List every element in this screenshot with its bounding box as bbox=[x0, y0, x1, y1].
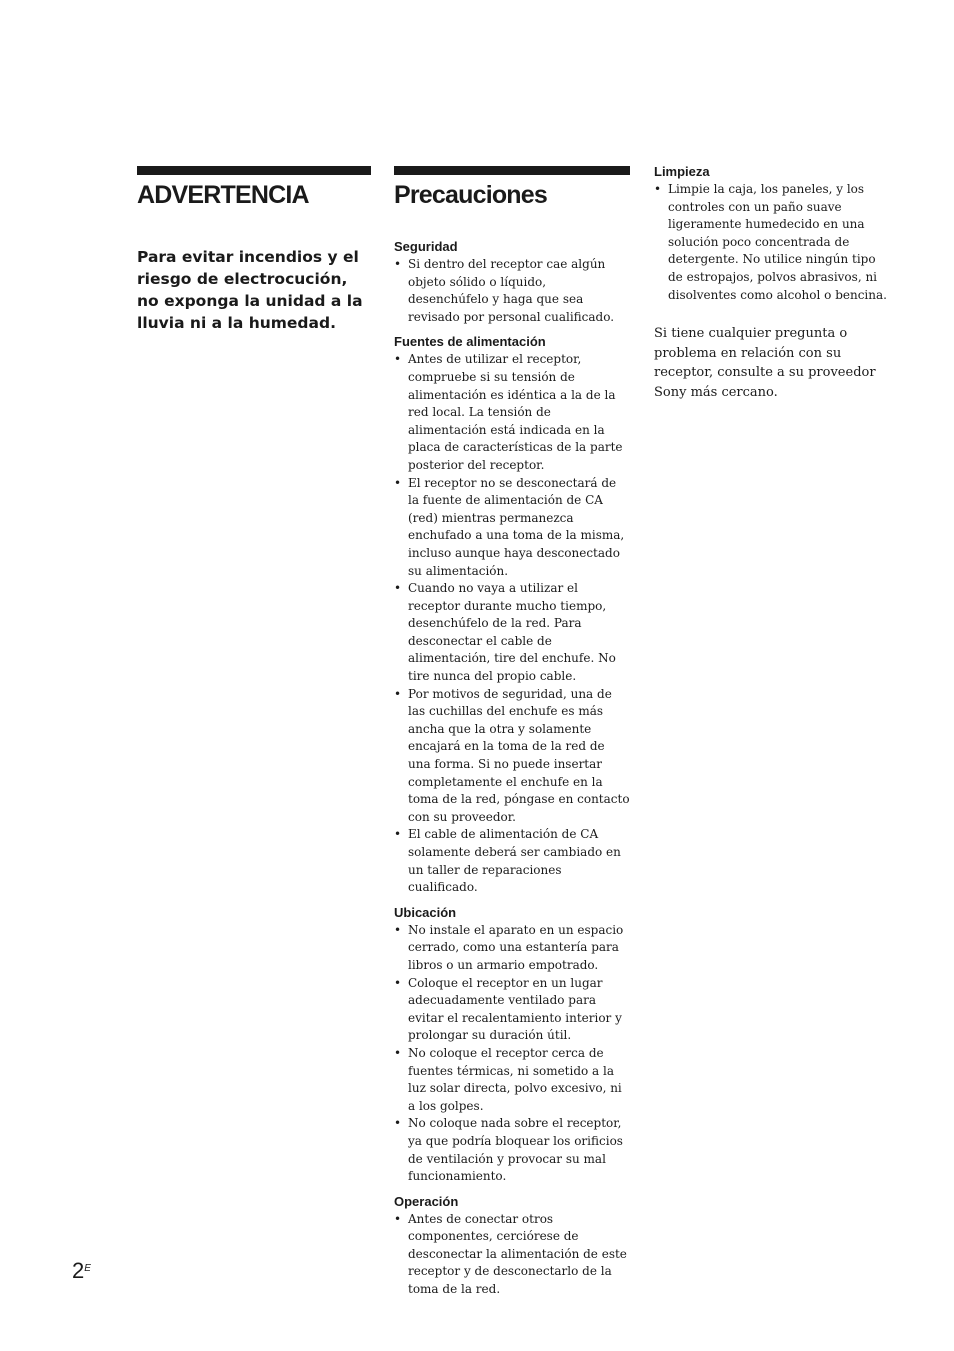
contact-note: Si tiene cualquier pregunta o problema en relación con su receptor, consulte a su proveedor Sony más cercano. bbox=[654, 326, 876, 400]
precauciones-heading: Precauciones bbox=[394, 181, 547, 209]
list-item: • No instale el aparato en un espacio cerrado, como una estantería para libros o un armario empotrado. bbox=[394, 922, 624, 972]
page-number-value: 2 bbox=[72, 1258, 85, 1283]
list-item: • Antes de utilizar el receptor, compruebe si su tensión de alimentación es idéntica a la de la red local. La tensión de alimentación está indicada en la placa de características de la parte posterior del receptor. bbox=[394, 352, 623, 472]
list-item: • El cable de alimentación de CA solamente deberá ser cambiado en un taller de reparaciones cualificado. bbox=[394, 827, 621, 895]
advertencia-heading: ADVERTENCIA bbox=[137, 181, 309, 209]
page-number bbox=[72, 1258, 91, 1284]
advertencia-warning-text: Para evitar incendios y el riesgo de electrocución, no exponga la unidad a la lluvia ni a la humedad. bbox=[137, 248, 363, 332]
list-item: • El receptor no se desconectará de la fuente de alimentación de CA (red) mientras permanezca enchufado a una toma de la misma, incluso aunque haya desconectado su alimentación. bbox=[394, 475, 625, 578]
section-seguridad bbox=[394, 238, 630, 326]
list-item: • Por motivos de seguridad, una de las cuchillas del enchufe es más ancha que la otra y solamente encajará en la toma de la red de una forma. Si no puede insertar completamente el enchufe en la toma de la red, póngase en contacto con su proveedor. bbox=[394, 686, 630, 824]
bullet-icon: • bbox=[394, 1116, 402, 1131]
bullet-list bbox=[394, 256, 630, 326]
precauciones-column bbox=[394, 166, 630, 1299]
list-item: • Coloque el receptor en un lugar adecuadamente ventilado para evitar el recalentamiento interior y prolongar su duración útil. bbox=[394, 975, 622, 1043]
section-title: Seguridad bbox=[394, 239, 458, 254]
precauciones-rule bbox=[394, 166, 630, 175]
bullet-icon: • bbox=[394, 1045, 402, 1060]
bullet-icon: • bbox=[394, 975, 402, 990]
bullet-icon: • bbox=[394, 1211, 402, 1226]
bullet-icon: • bbox=[394, 475, 402, 490]
section-operacion bbox=[394, 1193, 630, 1299]
advertencia-rule bbox=[137, 166, 371, 175]
section-title: Operación bbox=[394, 1193, 459, 1209]
bullet-icon: • bbox=[394, 352, 402, 367]
list-item: • Antes de conectar otros componentes, cerciórese de desconectar la alimentación de este receptor y de desconectarlo de la toma de la red. bbox=[394, 1211, 627, 1297]
bullet-icon: • bbox=[394, 686, 402, 701]
list-item: • Limpie la caja, los paneles, y los controles con un paño suave ligeramente humedecido en una solución poco concentrada de detergente. No utilice ningún tipo de estropajos, polvos abrasivos, ni disolventes como alcohol o bencina. bbox=[654, 182, 887, 302]
section-title: Fuentes de alimentación bbox=[394, 334, 546, 350]
list-item: • No coloque el receptor cerca de fuentes térmicas, ni sometido a la luz solar directa, polvo excesivo, ni a los golpes. bbox=[394, 1045, 622, 1113]
bullet-icon: • bbox=[394, 922, 402, 937]
bullet-list bbox=[394, 1211, 630, 1299]
section-fuentes-de-alimentacion bbox=[394, 333, 630, 896]
bullet-icon: • bbox=[394, 257, 402, 271]
bullet-icon: • bbox=[394, 827, 402, 842]
advertencia-column bbox=[137, 166, 371, 334]
page-number-suffix: E bbox=[84, 1263, 91, 1274]
list-item: • Si dentro del receptor cae algún objeto sólido o líquido, desenchúfelo y haga que sea revisado por personal cualificado. bbox=[394, 257, 615, 324]
limpieza-column bbox=[654, 163, 890, 402]
bullet-list bbox=[394, 351, 630, 896]
section-title: Ubicación bbox=[394, 904, 457, 920]
section-title: Limpieza bbox=[654, 164, 710, 179]
list-item: • No coloque nada sobre el receptor, ya que podría bloquear los orificios de ventilación y provocar su mal funcionamiento. bbox=[394, 1116, 623, 1184]
bullet-icon: • bbox=[654, 182, 662, 196]
section-ubicacion bbox=[394, 904, 630, 1186]
bullet-icon: • bbox=[394, 581, 402, 596]
list-item: • Cuando no vaya a utilizar el receptor durante mucho tiempo, desenchúfelo de la red. Para desconectar el cable de alimentación, tire del enchufe. No tire nunca del propio cable. bbox=[394, 581, 616, 684]
bullet-list bbox=[394, 922, 630, 1186]
bullet-list bbox=[654, 181, 890, 304]
